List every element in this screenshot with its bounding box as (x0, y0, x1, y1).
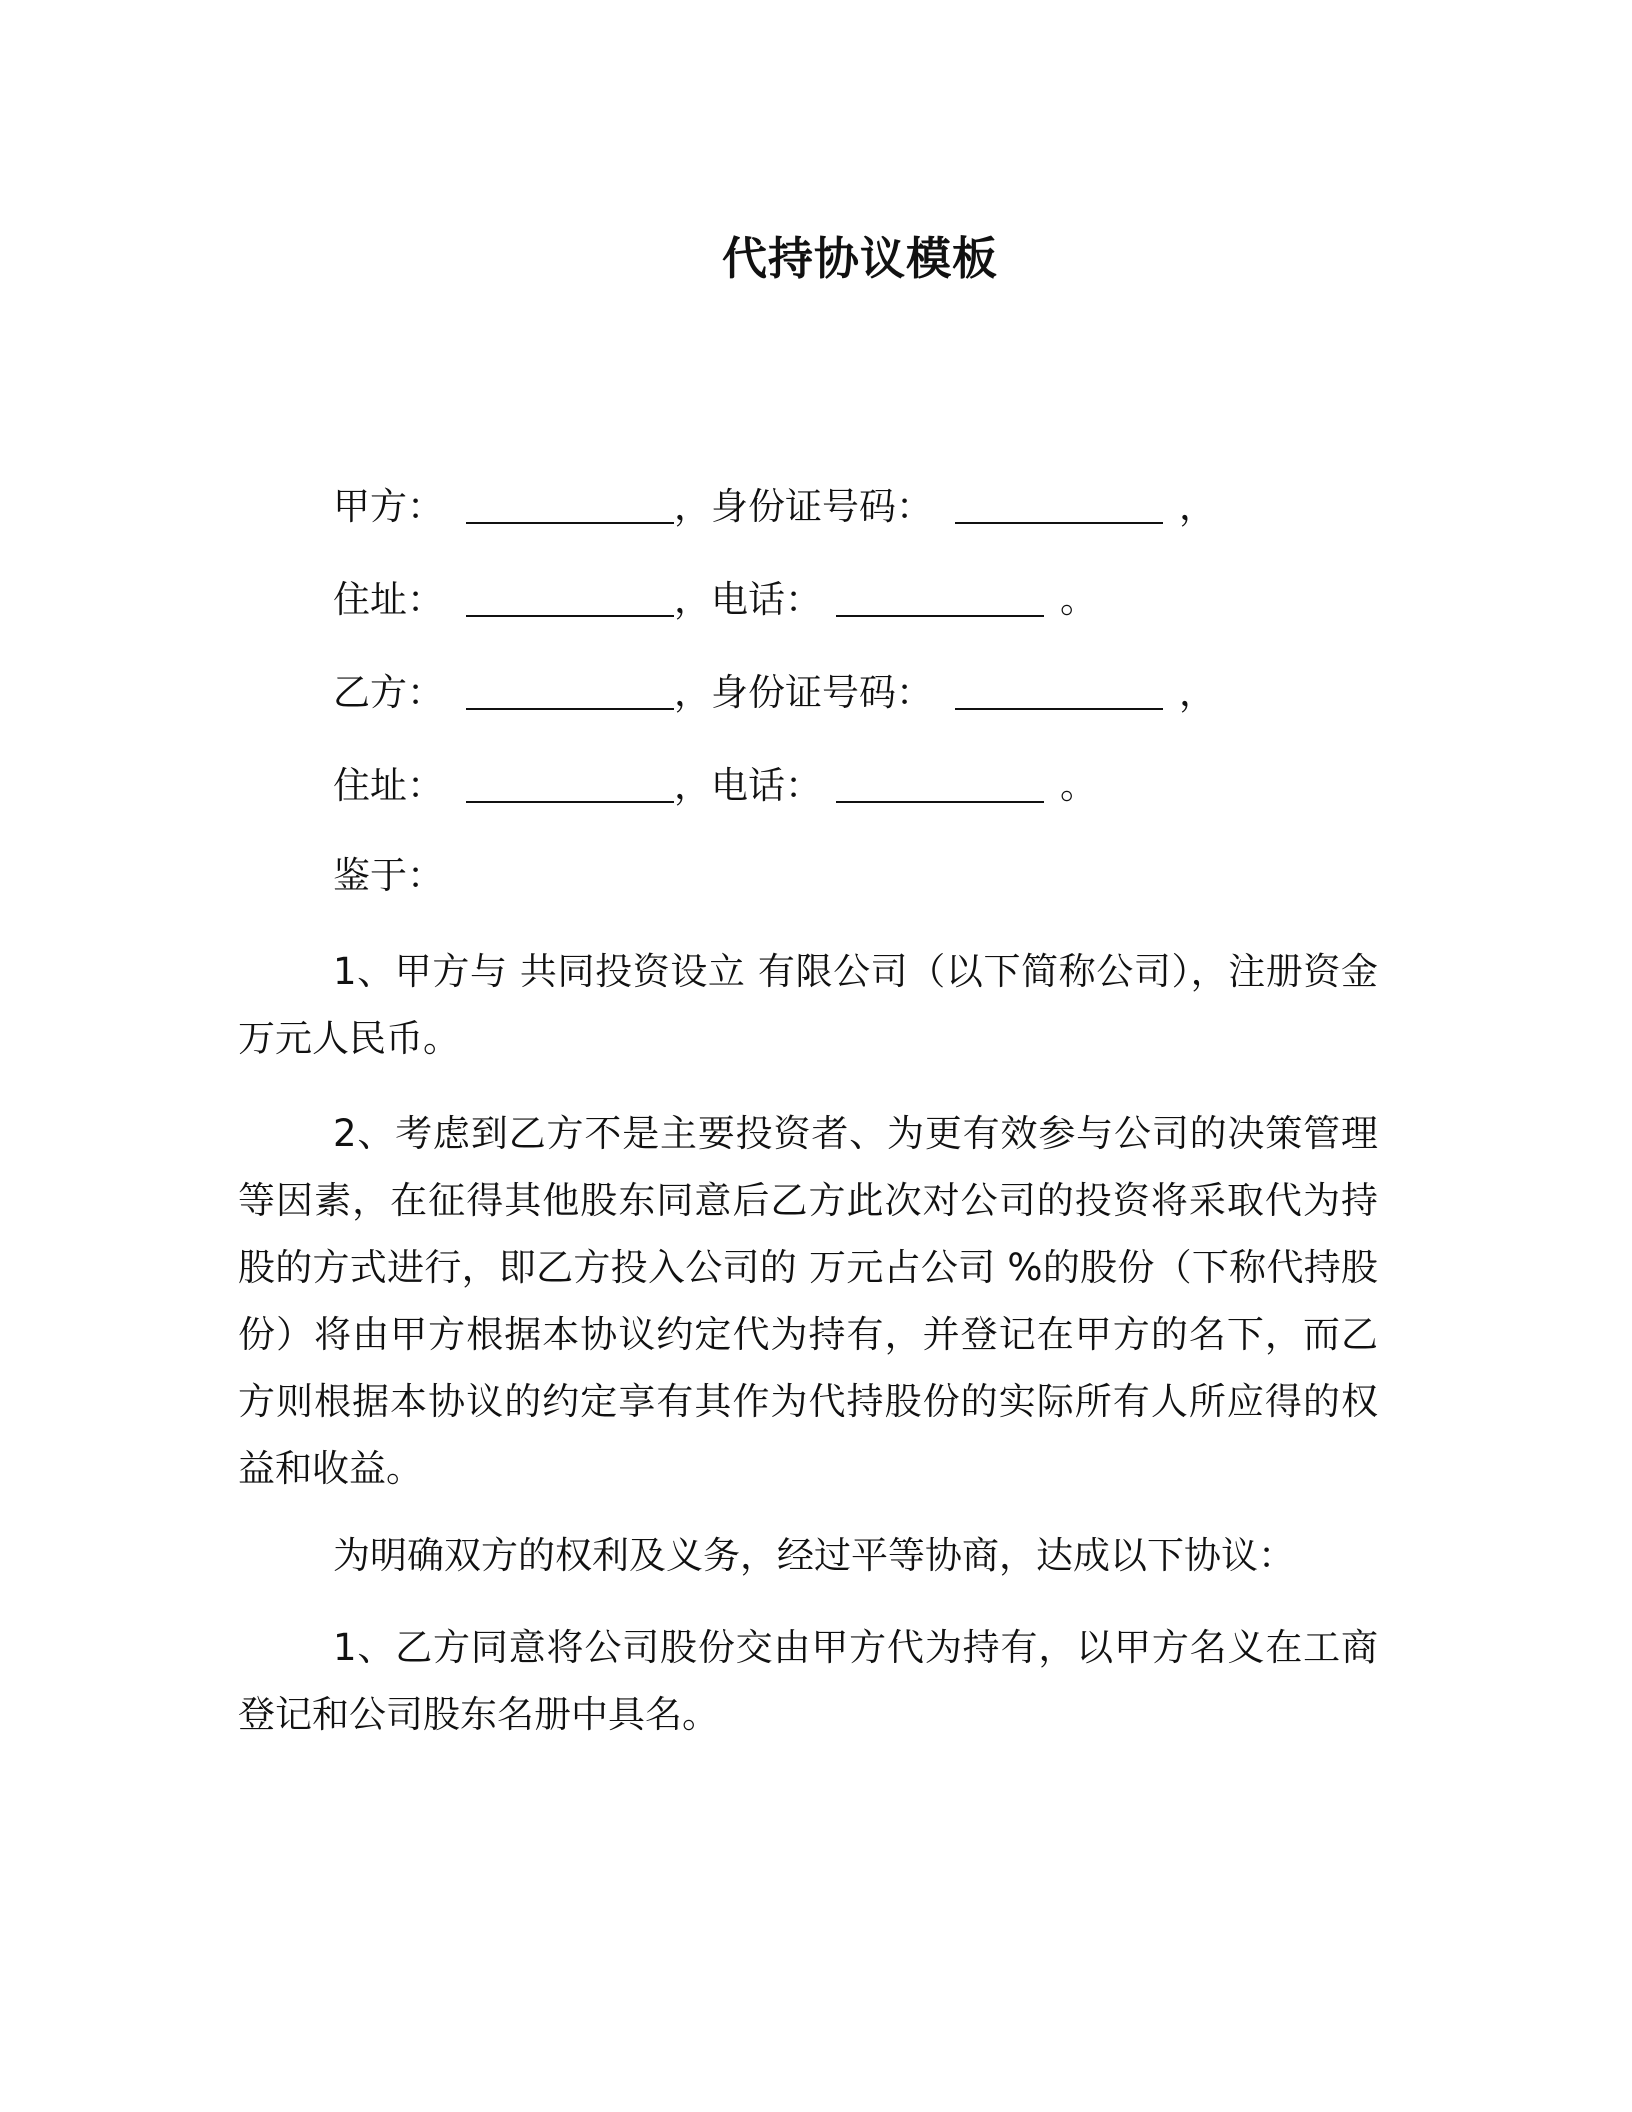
party-b-id-blank[interactable] (955, 664, 1163, 710)
document-title: 代持协议模板 (721, 232, 998, 285)
party-a-name-blank[interactable] (466, 478, 674, 524)
party-b-identity-row (333, 656, 1216, 716)
party-a-address-label: 住址： (333, 578, 444, 621)
party-a-identity-row (333, 470, 1216, 530)
paragraph-3: 为明确双方的权利及义务，经过平等协商，达成以下协议： (333, 1534, 1295, 1577)
party-a-phone-blank[interactable] (836, 571, 1044, 617)
party-b-id-label: ，身份证号码： (674, 671, 933, 714)
party-a-label: 甲方： (333, 485, 444, 528)
party-b-phone-end: 。 (1060, 764, 1097, 807)
paragraph-1: 1、甲方与 共同投资设立 有限公司（以下简称公司），注册资金 万元人民币。 (238, 950, 1378, 1060)
party-b-label: 乙方： (333, 671, 444, 714)
party-a-id-label: ，身份证号码： (674, 485, 933, 528)
party-a-id-end: ， (1179, 485, 1216, 528)
party-b-name-blank[interactable] (466, 664, 674, 710)
party-a-id-blank[interactable] (955, 478, 1163, 524)
party-b-id-end: ， (1179, 671, 1216, 714)
paragraph-4: 1、乙方同意将公司股份交由甲方代为持有，以甲方名义在工商登记和公司股东名册中具名。 (238, 1626, 1378, 1736)
party-a-address-blank[interactable] (466, 571, 674, 617)
party-a-phone-end: 。 (1060, 578, 1097, 621)
whereas-label: 鉴于： (333, 854, 444, 897)
party-a-contact-row (333, 563, 1097, 623)
party-b-contact-row (333, 749, 1097, 809)
party-b-address-blank[interactable] (466, 757, 674, 803)
party-b-phone-blank[interactable] (836, 757, 1044, 803)
paragraph-2: 2、考虑到乙方不是主要投资者、为更有效参与公司的决策管理等因素，在征得其他股东同意后乙方此次对公司的投资将采取代为持股的方式进行，即乙方投入公司的 万元占公司 %的股份（下称代持股份）将由甲方根据本协议约定代为持有，并登记在甲方的名下，而乙方则根据本协议的约定享有其作为代持股份的实际所有人所应得的权益和收益。 (238, 1112, 1378, 1490)
party-b-phone-label: ，电话： (674, 764, 822, 807)
party-b-address-label: 住址： (333, 764, 444, 807)
party-a-phone-label: ，电话： (674, 578, 822, 621)
